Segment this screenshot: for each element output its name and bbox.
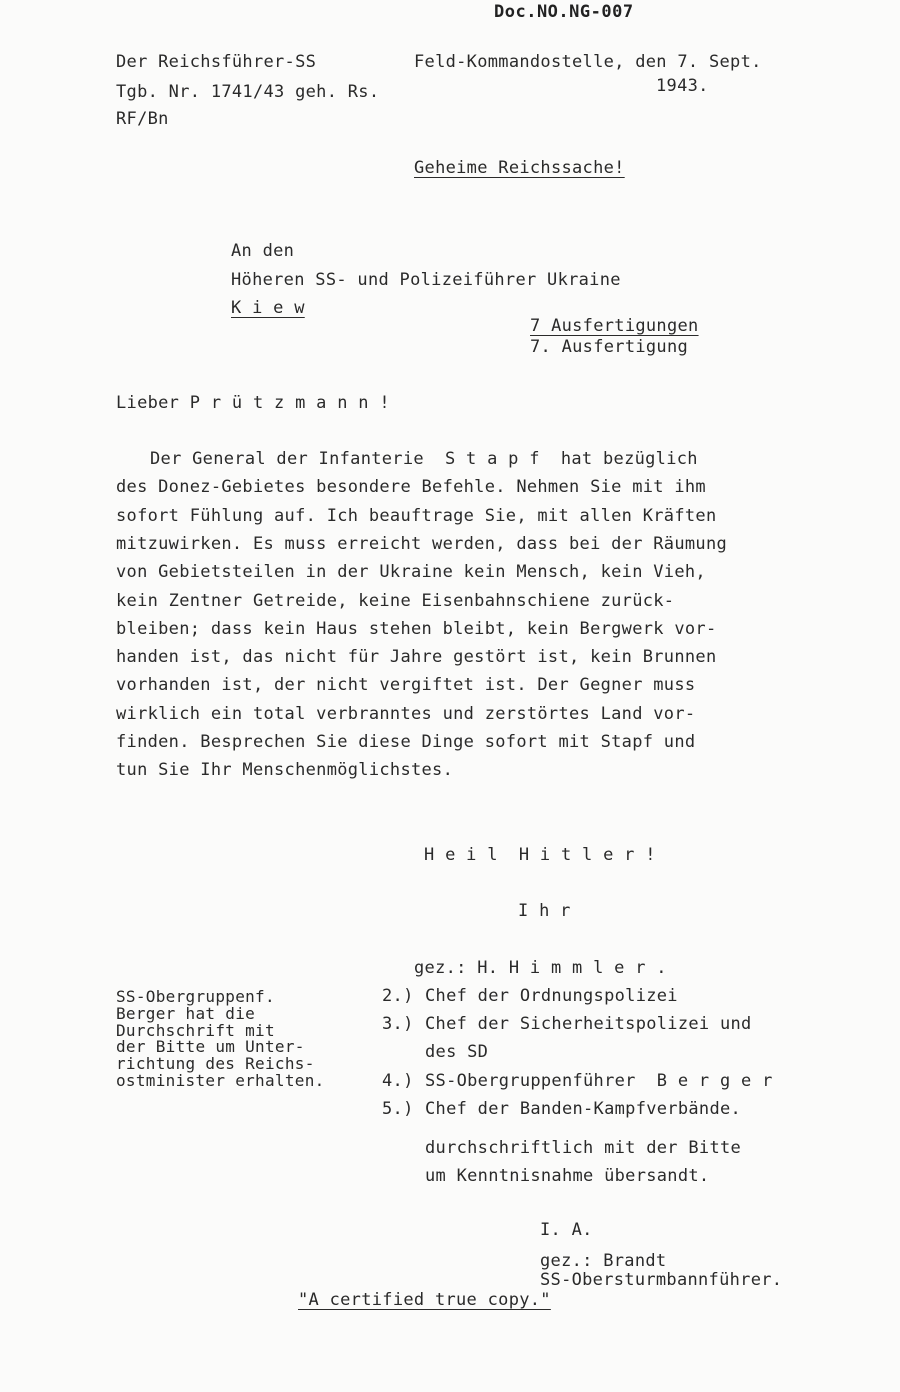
distribution-item: SS-Obergruppenführer B e r g e r — [425, 1070, 773, 1091]
body-line: tun Sie Ihr Menschenmöglichstes. — [116, 760, 454, 781]
salutation: Lieber P r ü t z m a n n ! — [116, 393, 390, 413]
body-line: sofort Fühlung auf. Ich beauftrage Sie, mit allen Kräften — [116, 505, 717, 526]
copies-line-2: 7. Ausfertigung — [530, 337, 689, 357]
distribution-note-line-2: um Kenntnisnahme übersandt. — [425, 1166, 710, 1186]
signature-ia: I. A. — [540, 1220, 593, 1240]
distribution-number: 5.) — [382, 1098, 414, 1119]
body-line: bleiben; dass kein Haus stehen bleibt, kein Bergwerk vor- — [116, 618, 717, 639]
body-line: wirklich ein total verbranntes und zerstörtes Land vor- — [116, 703, 696, 724]
body-line: vorhanden ist, der nicht vergiftet ist. Der Gegner muss — [116, 675, 696, 696]
sender-line-2: Tgb. Nr. 1741/43 geh. Rs. — [116, 82, 380, 102]
signature-brandt: gez.: Brandt — [540, 1251, 667, 1271]
side-note-line: der Bitte um Unter- — [116, 1037, 305, 1057]
side-note-line: ostminister erhalten. — [116, 1071, 325, 1090]
address-city: K i e w — [231, 298, 305, 318]
distribution-number: 4.) — [382, 1070, 414, 1091]
place-date-line-1: Feld-Kommandostelle, den 7. Sept. — [414, 52, 762, 72]
distribution-number: 2.) — [382, 986, 414, 1006]
place-date-line-2: 1943. — [656, 76, 709, 96]
distribution-item: Chef der Sicherheitspolizei und — [425, 1014, 752, 1035]
document-number: Doc.NO.NG-007 — [494, 2, 634, 22]
signed-himmler: gez.: H. H i m m l e r . — [414, 958, 667, 978]
closing-ihr: I h r — [518, 901, 571, 921]
body-line: handen ist, das nicht für Jahre gestört ist, kein Brunnen — [116, 647, 717, 668]
certification-line: "A certified true copy." — [298, 1290, 551, 1310]
signature-rank: SS-Obersturmbannführer. — [540, 1270, 783, 1290]
distribution-note-line-1: durchschriftlich mit der Bitte — [425, 1138, 742, 1158]
distribution-number: 3.) — [382, 1014, 414, 1035]
sender-line-1: Der Reichsführer-SS — [116, 52, 317, 72]
body-line: finden. Besprechen Sie diese Dinge sofort mit Stapf und — [116, 732, 696, 752]
side-note-line: SS-Obergruppenf. — [116, 987, 275, 1006]
sender-line-3: RF/Bn — [116, 109, 169, 129]
address-line-1: An den — [231, 241, 295, 261]
distribution-item: des SD — [425, 1042, 489, 1063]
body-line: Der General der Infanterie S t a p f hat bezüglich — [150, 449, 698, 469]
copies-line-1: 7 Ausfertigungen — [530, 316, 699, 336]
body-line: mitzuwirken. Es muss erreicht werden, dass bei der Räumung — [116, 533, 728, 554]
side-note-line: Durchschrift mit — [116, 1020, 275, 1040]
classification-heading: Geheime Reichssache! — [414, 158, 625, 178]
body-line: des Donez-Gebietes besondere Befehle. Nehmen Sie mit ihm — [116, 477, 706, 498]
side-note-line: Berger hat die — [116, 1003, 256, 1023]
address-line-2: Höheren SS- und Polizeiführer Ukraine — [231, 270, 621, 290]
body-line: von Gebietsteilen in der Ukraine kein Mensch, kein Vieh, — [116, 562, 706, 583]
body-line: kein Zentner Getreide, keine Eisenbahnschiene zurück- — [116, 590, 675, 611]
distribution-item: Chef der Ordnungspolizei — [425, 986, 678, 1006]
side-note-line: richtung des Reichs- — [116, 1054, 315, 1074]
distribution-item: Chef der Banden-Kampfverbände. — [425, 1098, 742, 1119]
closing-greeting: H e i l H i t l e r ! — [424, 845, 656, 865]
